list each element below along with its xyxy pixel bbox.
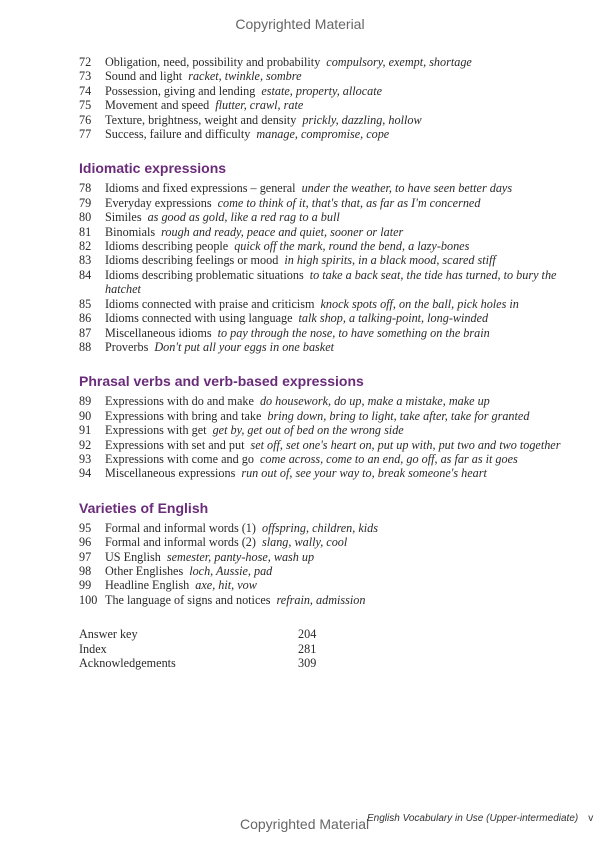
backmatter-item <box>79 627 574 641</box>
unit-number: 100 <box>79 592 98 607</box>
unit-description <box>105 578 574 592</box>
unit-examples: rough and ready, peace and quiet, sooner or later <box>161 224 404 239</box>
page-footer <box>367 813 593 824</box>
toc-section <box>79 160 574 354</box>
unit-topic: Obligation, need, possibility and probability <box>105 55 321 69</box>
toc-entry <box>79 466 574 480</box>
unit-topic: Idioms describing problematic situations <box>105 267 304 282</box>
toc-entry <box>79 438 574 452</box>
unit-number: 98 <box>79 563 92 578</box>
unit-examples: estate, property, allocate <box>261 83 383 98</box>
unit-description <box>105 55 574 69</box>
unit-topic: Expressions with come and go <box>105 451 254 466</box>
unit-description <box>105 311 574 325</box>
unit-description <box>105 394 574 408</box>
toc-entry <box>79 69 574 83</box>
unit-examples: quick off the mark, round the bend, a lazy-bones <box>234 239 470 254</box>
unit-description <box>105 253 574 267</box>
toc-entry <box>79 394 574 408</box>
section-heading: Varieties of English <box>79 499 209 516</box>
unit-examples: manage, compromise, cope <box>256 127 390 142</box>
unit-number: 93 <box>79 451 92 466</box>
unit-number: 73 <box>79 69 92 84</box>
unit-number: 95 <box>79 520 92 535</box>
backmatter-page: 309 <box>298 656 317 670</box>
toc-entry <box>79 98 574 112</box>
unit-number: 85 <box>79 296 92 311</box>
section-heading: Phrasal verbs and verb-based expressions <box>79 373 364 390</box>
toc-entry <box>79 181 574 195</box>
unit-description <box>105 521 574 535</box>
unit-topic: The language of signs and notices <box>105 592 271 607</box>
unit-topic: Miscellaneous expressions <box>105 466 236 481</box>
unit-examples: semester, panty-hose, wash up <box>166 549 315 564</box>
unit-description <box>105 423 574 437</box>
toc-entry <box>79 593 574 607</box>
toc-sections <box>79 55 574 607</box>
toc-entry <box>79 84 574 98</box>
unit-examples: run out of, see your way to, break someone's heart <box>241 466 487 481</box>
unit-number: 82 <box>79 239 92 254</box>
unit-examples: prickly, dazzling, hollow <box>302 112 422 127</box>
toc-entry <box>79 297 574 311</box>
unit-topic: Idioms connected with praise and criticism <box>105 296 315 311</box>
unit-number: 72 <box>79 55 92 69</box>
toc-entry <box>79 550 574 564</box>
unit-topic: Expressions with get <box>105 423 207 438</box>
toc-entry <box>79 268 574 297</box>
table-of-contents <box>79 55 574 670</box>
unit-topic: Binomials <box>105 224 156 239</box>
unit-description <box>105 409 574 423</box>
unit-examples: Don't put all your eggs in one basket <box>154 339 334 354</box>
backmatter-label: Index <box>79 641 107 656</box>
unit-description <box>105 535 574 549</box>
unit-topic: Formal and informal words (2) <box>105 535 256 550</box>
unit-topic: Headline English <box>105 578 190 593</box>
unit-topic: Idioms connected with using language <box>105 311 293 326</box>
unit-description <box>105 297 574 311</box>
unit-description <box>105 225 574 239</box>
toc-section <box>79 55 574 141</box>
unit-topic: Possession, giving and lending <box>105 83 256 98</box>
unit-topic: US English <box>105 549 161 564</box>
toc-section <box>79 373 574 480</box>
toc-entry <box>79 578 574 592</box>
unit-number: 80 <box>79 210 92 225</box>
unit-topic: Expressions with bring and take <box>105 408 262 423</box>
unit-topic: Miscellaneous idioms <box>105 325 212 340</box>
unit-topic: Texture, brightness, weight and density <box>105 112 297 127</box>
toc-entry <box>79 127 574 141</box>
unit-number: 84 <box>79 267 92 282</box>
unit-number: 75 <box>79 98 92 113</box>
toc-entry <box>79 521 574 535</box>
unit-examples: slang, wally, cool <box>261 535 348 550</box>
unit-examples: get by, get out of bed on the wrong side <box>212 423 404 438</box>
backmatter-item <box>79 656 574 670</box>
unit-description <box>105 98 574 112</box>
unit-examples: talk shop, a talking-point, long-winded <box>298 311 489 326</box>
toc-entry <box>79 535 574 549</box>
unit-examples: compulsory, exempt, shortage <box>326 55 472 69</box>
unit-examples: under the weather, to have seen better days <box>301 181 513 196</box>
toc-entry <box>79 113 574 127</box>
unit-examples: to take a back seat, the tide has turned, to bury the hatchet <box>105 267 557 297</box>
unit-examples: to pay through the nose, to have something on the brain <box>217 325 490 340</box>
footer-page-number: v <box>588 813 594 824</box>
toc-section <box>79 500 574 607</box>
toc-entry <box>79 239 574 253</box>
unit-description <box>105 466 574 480</box>
backmatter-page: 204 <box>298 627 317 642</box>
unit-examples: in high spirits, in a black mood, scared stiff <box>284 253 496 268</box>
unit-examples: axe, hit, vow <box>195 578 257 593</box>
toc-entry <box>79 326 574 340</box>
unit-examples: come to think of it, that's that, as far as I'm concerned <box>217 195 481 210</box>
toc-entry <box>79 452 574 466</box>
watermark-bottom: Copyrighted Material <box>240 816 370 832</box>
unit-number: 99 <box>79 578 92 593</box>
unit-topic: Expressions with set and put <box>105 437 245 452</box>
unit-description <box>105 452 574 466</box>
unit-number: 77 <box>79 127 92 142</box>
unit-examples: do housework, do up, make a mistake, make up <box>259 394 490 409</box>
unit-number: 89 <box>79 394 92 409</box>
unit-topic: Idioms describing people <box>105 239 229 254</box>
unit-description <box>105 127 574 141</box>
toc-entry <box>79 340 574 354</box>
unit-examples: come across, come to an end, go off, as far as it goes <box>259 451 518 466</box>
unit-examples: bring down, bring to light, take after, take for granted <box>267 408 530 423</box>
unit-examples: offspring, children, kids <box>261 520 378 535</box>
unit-examples: set off, set one's heart on, put up with, put two and two together <box>250 437 561 452</box>
unit-number: 88 <box>79 339 92 354</box>
backmatter-item <box>79 642 574 656</box>
unit-topic: Expressions with do and make <box>105 394 254 409</box>
toc-entry <box>79 409 574 423</box>
unit-topic: Similes <box>105 210 142 225</box>
unit-number: 79 <box>79 195 92 210</box>
unit-topic: Idioms and fixed expressions – general <box>105 181 296 196</box>
unit-examples: as good as gold, like a red rag to a bull <box>147 210 340 225</box>
toc-entry <box>79 225 574 239</box>
unit-number: 86 <box>79 311 92 326</box>
unit-number: 81 <box>79 224 92 239</box>
unit-examples: loch, Aussie, pad <box>189 563 273 578</box>
unit-description <box>105 326 574 340</box>
toc-entry <box>79 196 574 210</box>
backmatter-list <box>79 627 574 670</box>
watermark-top: Copyrighted Material <box>235 16 365 32</box>
backmatter-page: 281 <box>298 641 317 656</box>
unit-description <box>105 340 574 354</box>
unit-number: 74 <box>79 83 92 98</box>
unit-number: 96 <box>79 535 92 550</box>
unit-topic: Idioms describing feelings or mood <box>105 253 279 268</box>
unit-number: 87 <box>79 325 92 340</box>
unit-topic: Success, failure and difficulty <box>105 127 251 142</box>
unit-examples: knock spots off, on the ball, pick holes in <box>320 296 519 311</box>
unit-description <box>105 113 574 127</box>
unit-examples: racket, twinkle, sombre <box>188 69 302 84</box>
unit-number: 83 <box>79 253 92 268</box>
unit-description <box>105 438 574 452</box>
unit-number: 94 <box>79 466 92 481</box>
unit-topic: Movement and speed <box>105 98 210 113</box>
unit-description <box>105 268 574 297</box>
unit-description <box>105 69 574 83</box>
unit-number: 78 <box>79 181 92 196</box>
toc-entry <box>79 423 574 437</box>
toc-entry <box>79 564 574 578</box>
unit-number: 90 <box>79 408 92 423</box>
section-heading: Idiomatic expressions <box>79 160 227 177</box>
toc-entry <box>79 210 574 224</box>
unit-topic: Sound and light <box>105 69 183 84</box>
unit-description <box>105 181 574 195</box>
unit-topic: Proverbs <box>105 339 149 354</box>
unit-description <box>105 210 574 224</box>
backmatter-label: Acknowledgements <box>79 656 176 670</box>
unit-number: 92 <box>79 437 92 452</box>
footer-book-title: English Vocabulary in Use (Upper-intermediate) <box>367 813 579 824</box>
unit-description <box>105 550 574 564</box>
backmatter-label: Answer key <box>79 627 138 642</box>
toc-entry <box>79 253 574 267</box>
unit-description <box>105 239 574 253</box>
unit-topic: Everyday expressions <box>105 195 212 210</box>
unit-topic: Formal and informal words (1) <box>105 520 256 535</box>
unit-examples: flutter, crawl, rate <box>215 98 304 113</box>
unit-description <box>105 593 574 607</box>
unit-description <box>105 564 574 578</box>
unit-examples: refrain, admission <box>276 592 366 607</box>
unit-number: 91 <box>79 423 92 438</box>
unit-description <box>105 196 574 210</box>
toc-entry <box>79 311 574 325</box>
unit-number: 76 <box>79 112 92 127</box>
unit-description <box>105 84 574 98</box>
unit-number: 97 <box>79 549 92 564</box>
toc-entry <box>79 55 574 69</box>
unit-topic: Other Englishes <box>105 563 184 578</box>
